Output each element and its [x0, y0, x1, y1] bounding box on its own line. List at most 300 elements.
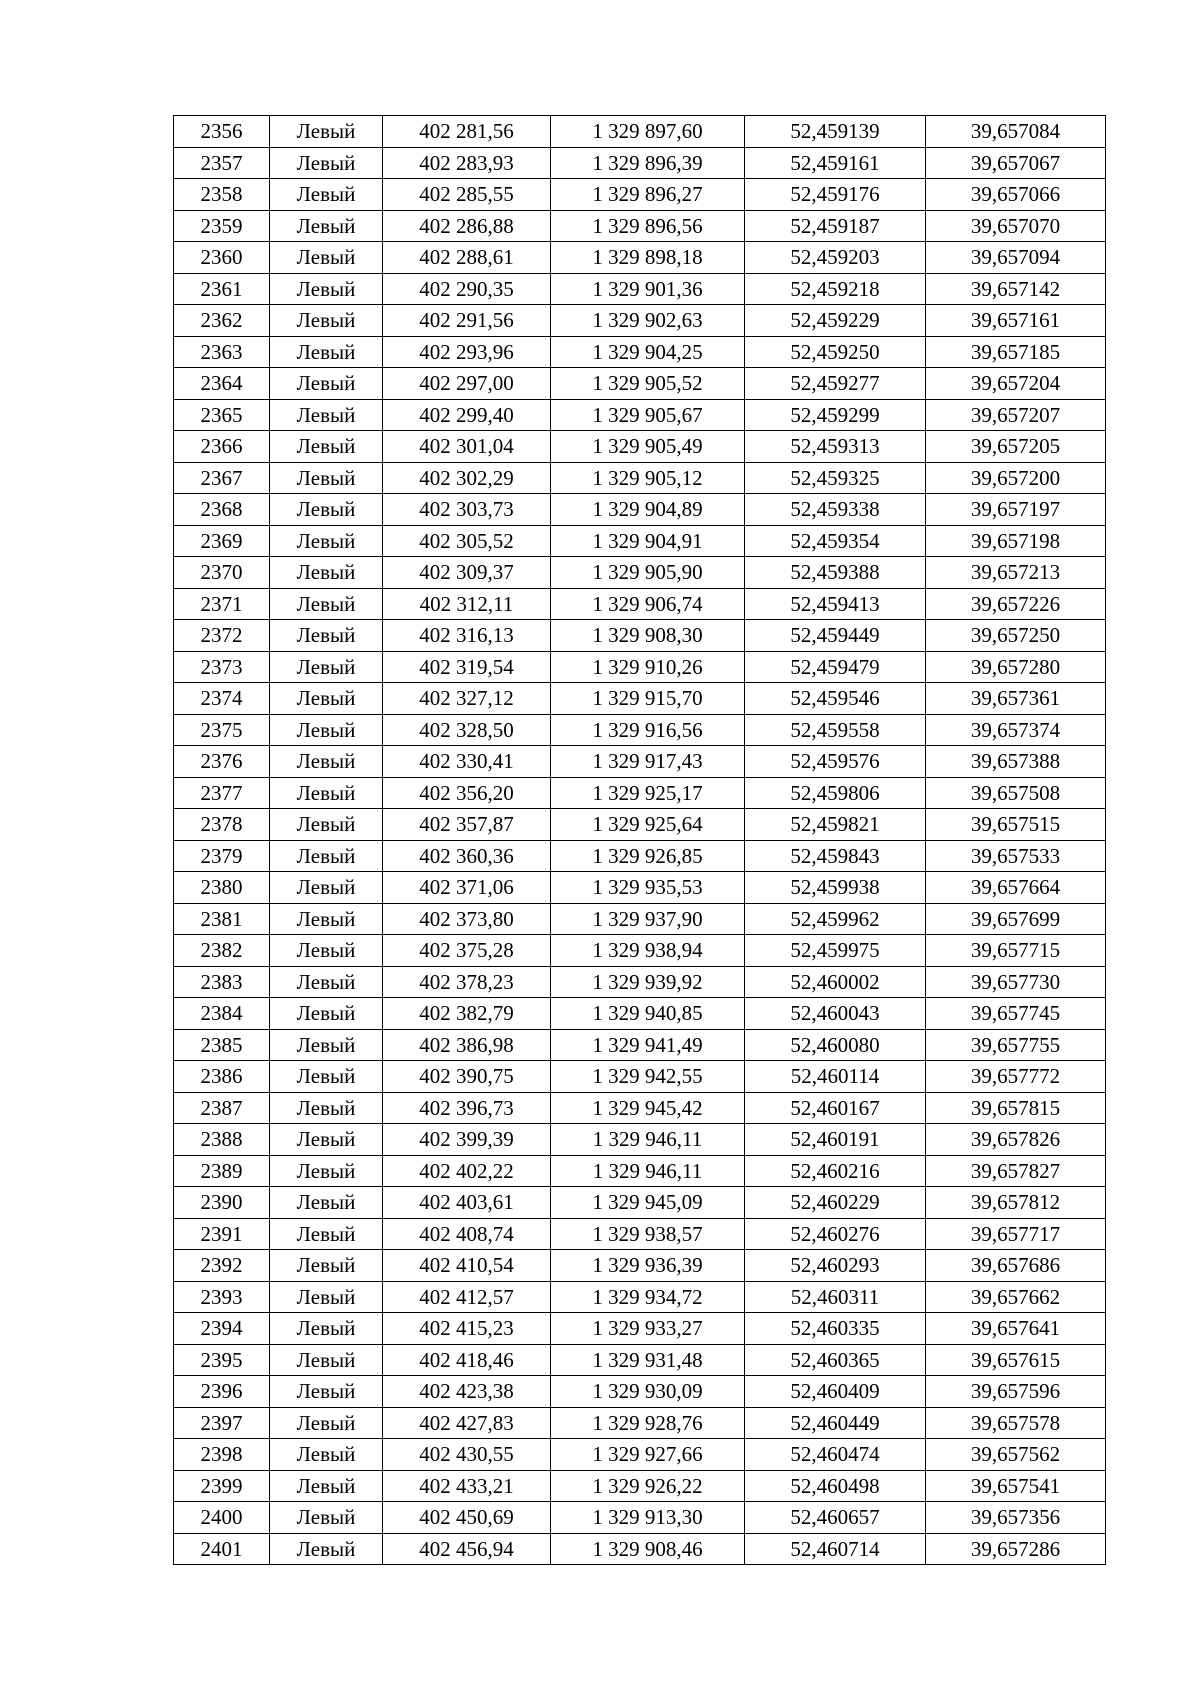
latitude-cell: 52,460498: [745, 1470, 926, 1502]
table-row: [174, 588, 1106, 620]
side-cell: Левый: [270, 620, 383, 652]
latitude-cell: 52,459576: [745, 746, 926, 778]
coord-y-cell: 1 329 902,63: [551, 305, 745, 337]
coord-y-cell: 1 329 898,18: [551, 242, 745, 274]
side-cell: Левый: [270, 210, 383, 242]
latitude-cell: 52,459962: [745, 903, 926, 935]
coord-x-cell: 402 360,36: [383, 840, 551, 872]
table-row: [174, 620, 1106, 652]
point-number-cell: 2386: [174, 1061, 270, 1093]
coord-x-cell: 402 328,50: [383, 714, 551, 746]
coord-y-cell: 1 329 935,53: [551, 872, 745, 904]
longitude-cell: 39,657070: [926, 210, 1106, 242]
side-cell: Левый: [270, 840, 383, 872]
coord-x-cell: 402 396,73: [383, 1092, 551, 1124]
side-cell: Левый: [270, 525, 383, 557]
latitude-cell: 52,460311: [745, 1281, 926, 1313]
coord-y-cell: 1 329 946,11: [551, 1155, 745, 1187]
coord-y-cell: 1 329 926,85: [551, 840, 745, 872]
coord-x-cell: 402 285,55: [383, 179, 551, 211]
coord-y-cell: 1 329 931,48: [551, 1344, 745, 1376]
coord-x-cell: 402 399,39: [383, 1124, 551, 1156]
longitude-cell: 39,657717: [926, 1218, 1106, 1250]
side-cell: Левый: [270, 714, 383, 746]
longitude-cell: 39,657541: [926, 1470, 1106, 1502]
table-row: [174, 809, 1106, 841]
side-cell: Левый: [270, 399, 383, 431]
point-number-cell: 2375: [174, 714, 270, 746]
coord-y-cell: 1 329 936,39: [551, 1250, 745, 1282]
side-cell: Левый: [270, 179, 383, 211]
side-cell: Левый: [270, 1313, 383, 1345]
coord-y-cell: 1 329 925,64: [551, 809, 745, 841]
coord-x-cell: 402 373,80: [383, 903, 551, 935]
latitude-cell: 52,459218: [745, 273, 926, 305]
latitude-cell: 52,459975: [745, 935, 926, 967]
latitude-cell: 52,460276: [745, 1218, 926, 1250]
point-number-cell: 2373: [174, 651, 270, 683]
longitude-cell: 39,657213: [926, 557, 1106, 589]
coord-x-cell: 402 386,98: [383, 1029, 551, 1061]
latitude-cell: 52,460114: [745, 1061, 926, 1093]
coord-y-cell: 1 329 925,17: [551, 777, 745, 809]
longitude-cell: 39,657615: [926, 1344, 1106, 1376]
longitude-cell: 39,657745: [926, 998, 1106, 1030]
side-cell: Левый: [270, 557, 383, 589]
coord-y-cell: 1 329 938,57: [551, 1218, 745, 1250]
table-row: [174, 557, 1106, 589]
side-cell: Левый: [270, 1344, 383, 1376]
coord-y-cell: 1 329 906,74: [551, 588, 745, 620]
point-number-cell: 2360: [174, 242, 270, 274]
point-number-cell: 2393: [174, 1281, 270, 1313]
side-cell: Левый: [270, 242, 383, 274]
side-cell: Левый: [270, 588, 383, 620]
longitude-cell: 39,657280: [926, 651, 1106, 683]
latitude-cell: 52,460365: [745, 1344, 926, 1376]
latitude-cell: 52,460216: [745, 1155, 926, 1187]
coord-x-cell: 402 357,87: [383, 809, 551, 841]
table-row: [174, 116, 1106, 148]
point-number-cell: 2357: [174, 147, 270, 179]
latitude-cell: 52,460002: [745, 966, 926, 998]
side-cell: Левый: [270, 746, 383, 778]
side-cell: Левый: [270, 1281, 383, 1313]
coord-y-cell: 1 329 904,91: [551, 525, 745, 557]
table-row: [174, 336, 1106, 368]
latitude-cell: 52,460335: [745, 1313, 926, 1345]
side-cell: Левый: [270, 1533, 383, 1565]
table-row: [174, 1407, 1106, 1439]
longitude-cell: 39,657066: [926, 179, 1106, 211]
latitude-cell: 52,460043: [745, 998, 926, 1030]
latitude-cell: 52,459176: [745, 179, 926, 211]
longitude-cell: 39,657205: [926, 431, 1106, 463]
point-number-cell: 2396: [174, 1376, 270, 1408]
point-number-cell: 2382: [174, 935, 270, 967]
point-number-cell: 2371: [174, 588, 270, 620]
point-number-cell: 2374: [174, 683, 270, 715]
point-number-cell: 2362: [174, 305, 270, 337]
coord-x-cell: 402 303,73: [383, 494, 551, 526]
coord-x-cell: 402 301,04: [383, 431, 551, 463]
coord-x-cell: 402 450,69: [383, 1502, 551, 1534]
coord-y-cell: 1 329 896,56: [551, 210, 745, 242]
coord-x-cell: 402 371,06: [383, 872, 551, 904]
coord-x-cell: 402 319,54: [383, 651, 551, 683]
coord-x-cell: 402 299,40: [383, 399, 551, 431]
table-row: [174, 777, 1106, 809]
table-row: [174, 399, 1106, 431]
coord-y-cell: 1 329 915,70: [551, 683, 745, 715]
latitude-cell: 52,460409: [745, 1376, 926, 1408]
coord-x-cell: 402 309,37: [383, 557, 551, 589]
side-cell: Левый: [270, 935, 383, 967]
latitude-cell: 52,459821: [745, 809, 926, 841]
latitude-cell: 52,460167: [745, 1092, 926, 1124]
longitude-cell: 39,657226: [926, 588, 1106, 620]
side-cell: Левый: [270, 683, 383, 715]
coord-y-cell: 1 329 941,49: [551, 1029, 745, 1061]
side-cell: Левый: [270, 1470, 383, 1502]
latitude-cell: 52,459187: [745, 210, 926, 242]
longitude-cell: 39,657578: [926, 1407, 1106, 1439]
side-cell: Левый: [270, 273, 383, 305]
longitude-cell: 39,657204: [926, 368, 1106, 400]
table-row: [174, 1281, 1106, 1313]
point-number-cell: 2356: [174, 116, 270, 148]
table-row: [174, 242, 1106, 274]
table-row: [174, 1470, 1106, 1502]
point-number-cell: 2359: [174, 210, 270, 242]
latitude-cell: 52,460449: [745, 1407, 926, 1439]
coord-y-cell: 1 329 946,11: [551, 1124, 745, 1156]
longitude-cell: 39,657361: [926, 683, 1106, 715]
longitude-cell: 39,657699: [926, 903, 1106, 935]
coord-y-cell: 1 329 934,72: [551, 1281, 745, 1313]
side-cell: Левый: [270, 1155, 383, 1187]
coord-x-cell: 402 327,12: [383, 683, 551, 715]
longitude-cell: 39,657686: [926, 1250, 1106, 1282]
coord-x-cell: 402 291,56: [383, 305, 551, 337]
coord-y-cell: 1 329 927,66: [551, 1439, 745, 1471]
longitude-cell: 39,657142: [926, 273, 1106, 305]
longitude-cell: 39,657161: [926, 305, 1106, 337]
table-row: [174, 305, 1106, 337]
longitude-cell: 39,657094: [926, 242, 1106, 274]
latitude-cell: 52,459806: [745, 777, 926, 809]
longitude-cell: 39,657356: [926, 1502, 1106, 1534]
latitude-cell: 52,460293: [745, 1250, 926, 1282]
coord-y-cell: 1 329 901,36: [551, 273, 745, 305]
longitude-cell: 39,657730: [926, 966, 1106, 998]
longitude-cell: 39,657772: [926, 1061, 1106, 1093]
table-row: [174, 998, 1106, 1030]
table-row: [174, 1250, 1106, 1282]
point-number-cell: 2368: [174, 494, 270, 526]
point-number-cell: 2366: [174, 431, 270, 463]
coord-x-cell: 402 375,28: [383, 935, 551, 967]
table-row: [174, 179, 1106, 211]
latitude-cell: 52,459277: [745, 368, 926, 400]
longitude-cell: 39,657562: [926, 1439, 1106, 1471]
coord-x-cell: 402 433,21: [383, 1470, 551, 1502]
side-cell: Левый: [270, 1029, 383, 1061]
coord-x-cell: 402 297,00: [383, 368, 551, 400]
coord-y-cell: 1 329 905,90: [551, 557, 745, 589]
longitude-cell: 39,657250: [926, 620, 1106, 652]
point-number-cell: 2370: [174, 557, 270, 589]
point-number-cell: 2395: [174, 1344, 270, 1376]
longitude-cell: 39,657198: [926, 525, 1106, 557]
side-cell: Левый: [270, 998, 383, 1030]
coord-x-cell: 402 415,23: [383, 1313, 551, 1345]
point-number-cell: 2361: [174, 273, 270, 305]
table-row: [174, 903, 1106, 935]
longitude-cell: 39,657715: [926, 935, 1106, 967]
latitude-cell: 52,459338: [745, 494, 926, 526]
table-row: [174, 840, 1106, 872]
coord-y-cell: 1 329 904,25: [551, 336, 745, 368]
point-number-cell: 2381: [174, 903, 270, 935]
longitude-cell: 39,657641: [926, 1313, 1106, 1345]
coord-y-cell: 1 329 905,52: [551, 368, 745, 400]
longitude-cell: 39,657286: [926, 1533, 1106, 1565]
side-cell: Левый: [270, 966, 383, 998]
coord-y-cell: 1 329 939,92: [551, 966, 745, 998]
point-number-cell: 2401: [174, 1533, 270, 1565]
coord-y-cell: 1 329 940,85: [551, 998, 745, 1030]
side-cell: Левый: [270, 1407, 383, 1439]
side-cell: Левый: [270, 1250, 383, 1282]
longitude-cell: 39,657084: [926, 116, 1106, 148]
coord-x-cell: 402 312,11: [383, 588, 551, 620]
latitude-cell: 52,459161: [745, 147, 926, 179]
coord-y-cell: 1 329 926,22: [551, 1470, 745, 1502]
table-row: [174, 1218, 1106, 1250]
latitude-cell: 52,459229: [745, 305, 926, 337]
latitude-cell: 52,459449: [745, 620, 926, 652]
point-number-cell: 2364: [174, 368, 270, 400]
point-number-cell: 2387: [174, 1092, 270, 1124]
side-cell: Левый: [270, 336, 383, 368]
point-number-cell: 2389: [174, 1155, 270, 1187]
coord-x-cell: 402 356,20: [383, 777, 551, 809]
coord-x-cell: 402 403,61: [383, 1187, 551, 1219]
longitude-cell: 39,657197: [926, 494, 1106, 526]
coord-y-cell: 1 329 913,30: [551, 1502, 745, 1534]
side-cell: Левый: [270, 305, 383, 337]
side-cell: Левый: [270, 809, 383, 841]
coord-x-cell: 402 288,61: [383, 242, 551, 274]
table-row: [174, 651, 1106, 683]
point-number-cell: 2378: [174, 809, 270, 841]
latitude-cell: 52,459546: [745, 683, 926, 715]
side-cell: Левый: [270, 1439, 383, 1471]
coord-x-cell: 402 390,75: [383, 1061, 551, 1093]
side-cell: Левый: [270, 1502, 383, 1534]
coord-y-cell: 1 329 938,94: [551, 935, 745, 967]
latitude-cell: 52,459203: [745, 242, 926, 274]
coord-x-cell: 402 330,41: [383, 746, 551, 778]
coord-x-cell: 402 382,79: [383, 998, 551, 1030]
point-number-cell: 2385: [174, 1029, 270, 1061]
point-number-cell: 2400: [174, 1502, 270, 1534]
table-row: [174, 1061, 1106, 1093]
coord-y-cell: 1 329 905,12: [551, 462, 745, 494]
table-row: [174, 273, 1106, 305]
point-number-cell: 2394: [174, 1313, 270, 1345]
coord-y-cell: 1 329 933,27: [551, 1313, 745, 1345]
table-row: [174, 1439, 1106, 1471]
latitude-cell: 52,460657: [745, 1502, 926, 1534]
point-number-cell: 2399: [174, 1470, 270, 1502]
latitude-cell: 52,459558: [745, 714, 926, 746]
point-number-cell: 2365: [174, 399, 270, 431]
longitude-cell: 39,657826: [926, 1124, 1106, 1156]
longitude-cell: 39,657664: [926, 872, 1106, 904]
coord-y-cell: 1 329 937,90: [551, 903, 745, 935]
table-row: [174, 147, 1106, 179]
longitude-cell: 39,657067: [926, 147, 1106, 179]
coord-x-cell: 402 283,93: [383, 147, 551, 179]
longitude-cell: 39,657508: [926, 777, 1106, 809]
coord-x-cell: 402 456,94: [383, 1533, 551, 1565]
point-number-cell: 2358: [174, 179, 270, 211]
longitude-cell: 39,657207: [926, 399, 1106, 431]
point-number-cell: 2379: [174, 840, 270, 872]
coord-x-cell: 402 290,35: [383, 273, 551, 305]
table-row: [174, 714, 1106, 746]
point-number-cell: 2372: [174, 620, 270, 652]
latitude-cell: 52,459938: [745, 872, 926, 904]
point-number-cell: 2383: [174, 966, 270, 998]
point-number-cell: 2369: [174, 525, 270, 557]
table-row: [174, 525, 1106, 557]
longitude-cell: 39,657815: [926, 1092, 1106, 1124]
coord-x-cell: 402 423,38: [383, 1376, 551, 1408]
longitude-cell: 39,657185: [926, 336, 1106, 368]
coord-x-cell: 402 418,46: [383, 1344, 551, 1376]
coord-y-cell: 1 329 908,46: [551, 1533, 745, 1565]
coord-y-cell: 1 329 928,76: [551, 1407, 745, 1439]
latitude-cell: 52,460080: [745, 1029, 926, 1061]
latitude-cell: 52,459843: [745, 840, 926, 872]
table-row: [174, 1313, 1106, 1345]
table-row: [174, 462, 1106, 494]
point-number-cell: 2388: [174, 1124, 270, 1156]
side-cell: Левый: [270, 1124, 383, 1156]
side-cell: Левый: [270, 368, 383, 400]
table-row: [174, 1187, 1106, 1219]
table-row: [174, 1124, 1106, 1156]
side-cell: Левый: [270, 1061, 383, 1093]
coord-x-cell: 402 293,96: [383, 336, 551, 368]
table-row: [174, 746, 1106, 778]
coord-y-cell: 1 329 910,26: [551, 651, 745, 683]
coord-x-cell: 402 302,29: [383, 462, 551, 494]
coord-y-cell: 1 329 904,89: [551, 494, 745, 526]
coord-x-cell: 402 427,83: [383, 1407, 551, 1439]
table-row: [174, 1155, 1106, 1187]
coord-x-cell: 402 378,23: [383, 966, 551, 998]
side-cell: Левый: [270, 651, 383, 683]
longitude-cell: 39,657662: [926, 1281, 1106, 1313]
longitude-cell: 39,657200: [926, 462, 1106, 494]
side-cell: Левый: [270, 872, 383, 904]
longitude-cell: 39,657596: [926, 1376, 1106, 1408]
point-number-cell: 2367: [174, 462, 270, 494]
latitude-cell: 52,460229: [745, 1187, 926, 1219]
coord-y-cell: 1 329 908,30: [551, 620, 745, 652]
side-cell: Левый: [270, 431, 383, 463]
point-number-cell: 2377: [174, 777, 270, 809]
latitude-cell: 52,459325: [745, 462, 926, 494]
side-cell: Левый: [270, 462, 383, 494]
table-row: [174, 1344, 1106, 1376]
table-row: [174, 1376, 1106, 1408]
coord-x-cell: 402 430,55: [383, 1439, 551, 1471]
table-row: [174, 210, 1106, 242]
longitude-cell: 39,657374: [926, 714, 1106, 746]
coord-y-cell: 1 329 896,27: [551, 179, 745, 211]
side-cell: Левый: [270, 1376, 383, 1408]
latitude-cell: 52,459139: [745, 116, 926, 148]
latitude-cell: 52,460474: [745, 1439, 926, 1471]
coord-y-cell: 1 329 945,09: [551, 1187, 745, 1219]
latitude-cell: 52,459388: [745, 557, 926, 589]
latitude-cell: 52,459299: [745, 399, 926, 431]
side-cell: Левый: [270, 494, 383, 526]
point-number-cell: 2384: [174, 998, 270, 1030]
coordinates-table-body: [174, 116, 1106, 1565]
point-number-cell: 2380: [174, 872, 270, 904]
table-row: [174, 683, 1106, 715]
coord-y-cell: 1 329 897,60: [551, 116, 745, 148]
point-number-cell: 2398: [174, 1439, 270, 1471]
table-row: [174, 872, 1106, 904]
latitude-cell: 52,460191: [745, 1124, 926, 1156]
longitude-cell: 39,657812: [926, 1187, 1106, 1219]
coord-y-cell: 1 329 896,39: [551, 147, 745, 179]
table-row: [174, 1092, 1106, 1124]
coord-x-cell: 402 410,54: [383, 1250, 551, 1282]
coord-x-cell: 402 408,74: [383, 1218, 551, 1250]
point-number-cell: 2376: [174, 746, 270, 778]
coord-x-cell: 402 305,52: [383, 525, 551, 557]
coord-x-cell: 402 281,56: [383, 116, 551, 148]
coord-x-cell: 402 402,22: [383, 1155, 551, 1187]
point-number-cell: 2397: [174, 1407, 270, 1439]
longitude-cell: 39,657388: [926, 746, 1106, 778]
coord-y-cell: 1 329 916,56: [551, 714, 745, 746]
point-number-cell: 2363: [174, 336, 270, 368]
longitude-cell: 39,657533: [926, 840, 1106, 872]
point-number-cell: 2390: [174, 1187, 270, 1219]
coord-y-cell: 1 329 905,49: [551, 431, 745, 463]
latitude-cell: 52,459354: [745, 525, 926, 557]
latitude-cell: 52,459313: [745, 431, 926, 463]
longitude-cell: 39,657515: [926, 809, 1106, 841]
coord-y-cell: 1 329 942,55: [551, 1061, 745, 1093]
coord-y-cell: 1 329 945,42: [551, 1092, 745, 1124]
side-cell: Левый: [270, 1218, 383, 1250]
table-row: [174, 935, 1106, 967]
table-row: [174, 1029, 1106, 1061]
point-number-cell: 2392: [174, 1250, 270, 1282]
side-cell: Левый: [270, 1092, 383, 1124]
coord-y-cell: 1 329 930,09: [551, 1376, 745, 1408]
